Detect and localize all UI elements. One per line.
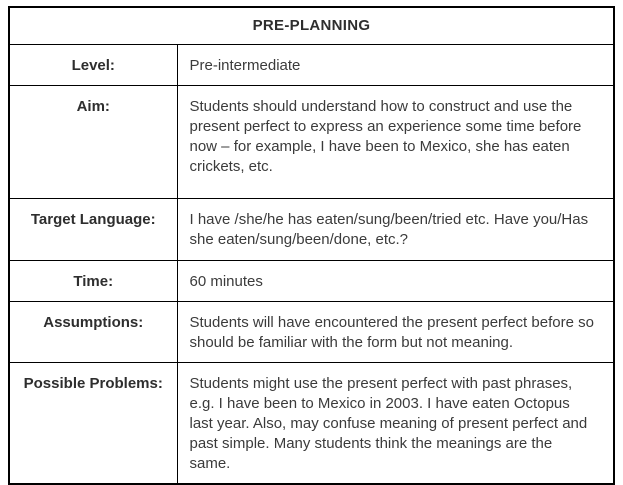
row-content-level: Pre-intermediate (177, 44, 614, 85)
pre-planning-table (8, 6, 615, 485)
table-header-row (9, 7, 614, 44)
row-label-assumptions: Assumptions: (9, 301, 177, 362)
table-row-possible-problems (9, 362, 614, 484)
table-row-time (9, 260, 614, 301)
row-label-target-language: Target Language: (9, 198, 177, 260)
table-row-aim (9, 85, 614, 198)
row-content-possible-problems: Students might use the present perfect with past phrases, e.g. I have been to Mexico in 2003. I have eaten Octopus last year. Also, may confuse meaning of present perfect and past simple. Many students think the meanings are the same. (177, 362, 614, 484)
row-label-level: Level: (9, 44, 177, 85)
row-content-aim: Students should understand how to construct and use the present perfect to express an experience some time before now – for example, I have been to Mexico, she has eaten crickets, etc. (177, 85, 614, 198)
table-row-assumptions (9, 301, 614, 362)
row-label-aim: Aim: (9, 85, 177, 198)
row-label-possible-problems: Possible Problems: (9, 362, 177, 484)
row-label-time: Time: (9, 260, 177, 301)
table-row-level (9, 44, 614, 85)
row-content-target-language: I have /she/he has eaten/sung/been/tried etc. Have you/Has she eaten/sung/been/done, etc.? (177, 198, 614, 260)
table-title: PRE-PLANNING (9, 7, 614, 44)
row-content-time: 60 minutes (177, 260, 614, 301)
row-content-assumptions: Students will have encountered the present perfect before so should be familiar with the form but not meaning. (177, 301, 614, 362)
table-row-target-language (9, 198, 614, 260)
